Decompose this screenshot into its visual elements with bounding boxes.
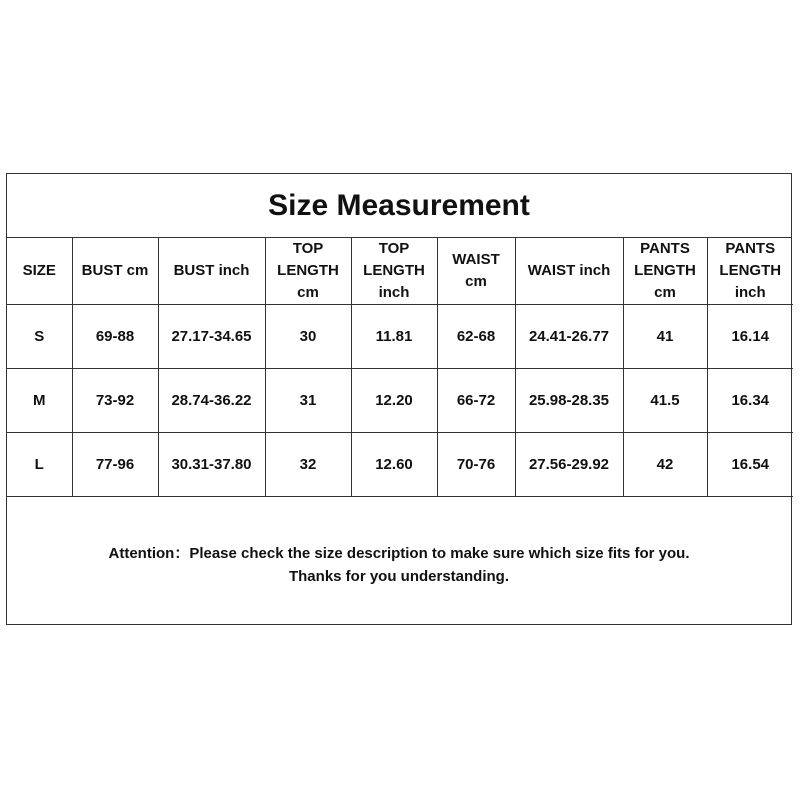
- thanks-line: Thanks for you understanding.: [288, 568, 509, 585]
- table-cell: 11.81: [351, 305, 437, 369]
- table-row-m: [7, 369, 793, 433]
- chart-title: Size Measurement: [7, 174, 791, 238]
- table-cell: 70-76: [437, 433, 515, 497]
- table-cell: 16.14: [707, 305, 793, 369]
- table-cell: 31: [265, 369, 351, 433]
- table-cell: 66-72: [437, 369, 515, 433]
- table-cell: 27.56-29.92: [515, 433, 623, 497]
- attention-line: Attention：Please check the size description to make sure which size fits for you.: [108, 545, 690, 562]
- table-cell: 41.5: [623, 369, 707, 433]
- table-cell: 30.31-37.80: [158, 433, 265, 497]
- table-cell: 12.60: [351, 433, 437, 497]
- header-bust-inch: BUST inch: [158, 238, 265, 305]
- table-cell: 73-92: [72, 369, 158, 433]
- table-cell: 16.54: [707, 433, 793, 497]
- attention-note: [7, 497, 791, 627]
- table-cell: 32: [265, 433, 351, 497]
- header-pants-length-inch: PANTS LENGTH inch: [707, 238, 793, 305]
- table-cell: 69-88: [72, 305, 158, 369]
- table-cell: 77-96: [72, 433, 158, 497]
- table-cell: 24.41-26.77: [515, 305, 623, 369]
- table-row-s: [7, 305, 793, 369]
- table-cell: 16.34: [707, 369, 793, 433]
- header-pants-length-cm: PANTS LENGTH cm: [623, 238, 707, 305]
- table-cell: 30: [265, 305, 351, 369]
- header-size: SIZE: [7, 238, 72, 305]
- header-row: [7, 238, 793, 305]
- size-table: [7, 238, 793, 497]
- table-cell: 12.20: [351, 369, 437, 433]
- table-cell: S: [7, 305, 72, 369]
- table-cell: 62-68: [437, 305, 515, 369]
- header-bust-cm: BUST cm: [72, 238, 158, 305]
- size-chart: [6, 173, 792, 625]
- table-cell: 41: [623, 305, 707, 369]
- table-row-l: [7, 433, 793, 497]
- table-cell: 28.74-36.22: [158, 369, 265, 433]
- header-top-length-inch: TOP LENGTH inch: [351, 238, 437, 305]
- table-cell: 42: [623, 433, 707, 497]
- table-cell: 25.98-28.35: [515, 369, 623, 433]
- header-top-length-cm: TOP LENGTH cm: [265, 238, 351, 305]
- table-cell: L: [7, 433, 72, 497]
- header-waist-cm: WAIST cm: [437, 238, 515, 305]
- header-waist-inch: WAIST inch: [515, 238, 623, 305]
- table-cell: M: [7, 369, 72, 433]
- table-cell: 27.17-34.65: [158, 305, 265, 369]
